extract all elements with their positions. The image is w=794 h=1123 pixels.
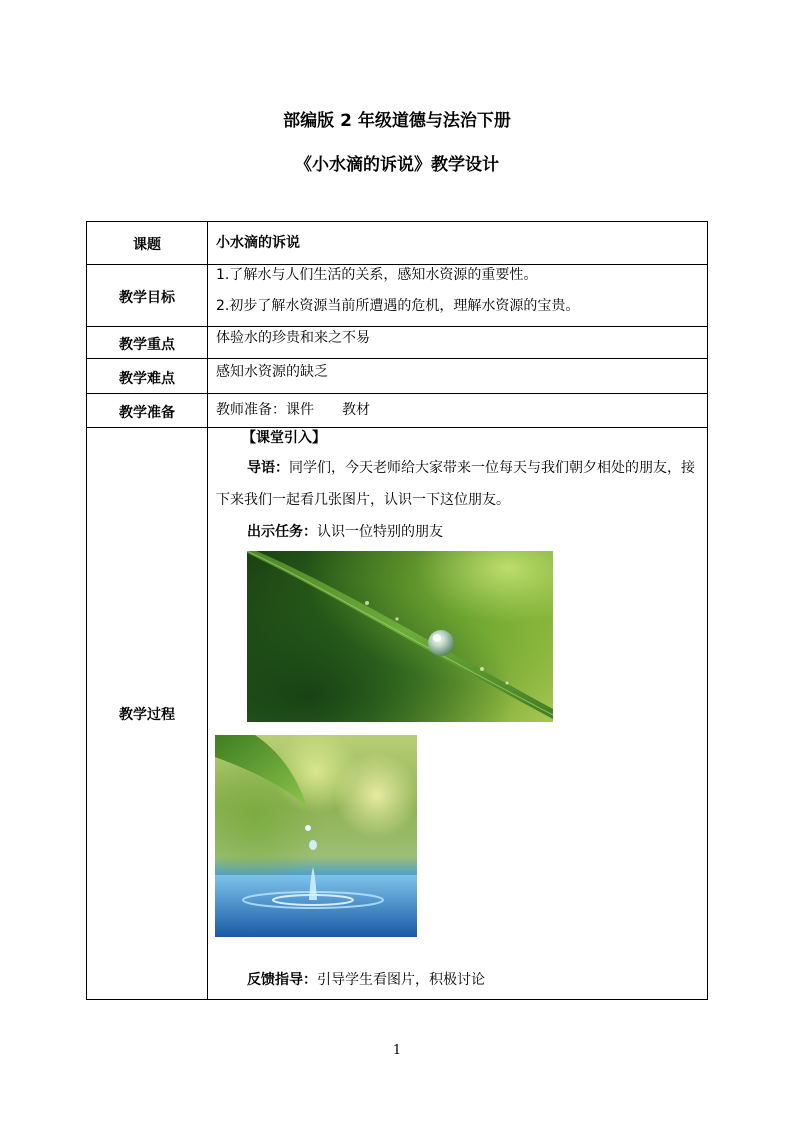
table-row-divider xyxy=(86,358,708,359)
table-row-divider xyxy=(86,393,708,394)
feedback-label: 反馈指导： xyxy=(247,972,317,988)
section-heading: 【课堂引入】 xyxy=(242,430,326,446)
splash-illustration xyxy=(215,735,417,937)
leaf-drop-illustration xyxy=(247,551,553,722)
feedback-line xyxy=(247,971,485,989)
intro-text: 同学们，今天老师给大家带来一位每天与我们朝夕相处的朋友，接下来我们一起看几张图片，认识一下这位朋友。 xyxy=(216,460,695,508)
water-droplet-splash-photo xyxy=(215,735,417,937)
preparation-value: 教师准备：课件 教材 xyxy=(216,402,370,418)
water-drop-on-leaf-photo xyxy=(247,551,553,722)
task-label: 出示任务： xyxy=(247,524,317,540)
document-title: 部编版 2 年级道德与法治下册 xyxy=(283,111,511,131)
row-label-objectives: 教学目标 xyxy=(119,290,175,306)
topic-value: 小水滴的诉说 xyxy=(216,235,300,251)
table-row-divider xyxy=(86,264,708,265)
objective-item: 2.初步了解水资源当前所遭遇的危机，理解水资源的宝贵。 xyxy=(216,298,580,314)
key-points-value: 体验水的珍贵和来之不易 xyxy=(216,330,370,346)
row-label-difficulties: 教学难点 xyxy=(119,371,175,387)
row-label-key-points: 教学重点 xyxy=(119,337,175,353)
objective-item: 1.了解水与人们生活的关系，感知水资源的重要性。 xyxy=(216,267,538,283)
task-text: 认识一位特别的朋友 xyxy=(317,524,443,540)
intro-label: 导语： xyxy=(247,460,289,476)
feedback-text: 引导学生看图片，积极讨论 xyxy=(317,972,485,988)
table-row-divider xyxy=(86,427,708,428)
difficulties-value: 感知水资源的缺乏 xyxy=(216,364,328,380)
table-column-divider xyxy=(207,221,208,1000)
page-number: 1 xyxy=(392,1043,402,1058)
task-line xyxy=(247,523,443,541)
row-label-preparation: 教学准备 xyxy=(119,405,175,421)
document-subtitle: 《小水滴的诉说》教学设计 xyxy=(295,155,499,175)
table-row-divider xyxy=(86,326,708,327)
row-label-process: 教学过程 xyxy=(119,707,175,723)
row-label-topic: 课题 xyxy=(133,237,161,253)
intro-paragraph xyxy=(216,452,702,516)
